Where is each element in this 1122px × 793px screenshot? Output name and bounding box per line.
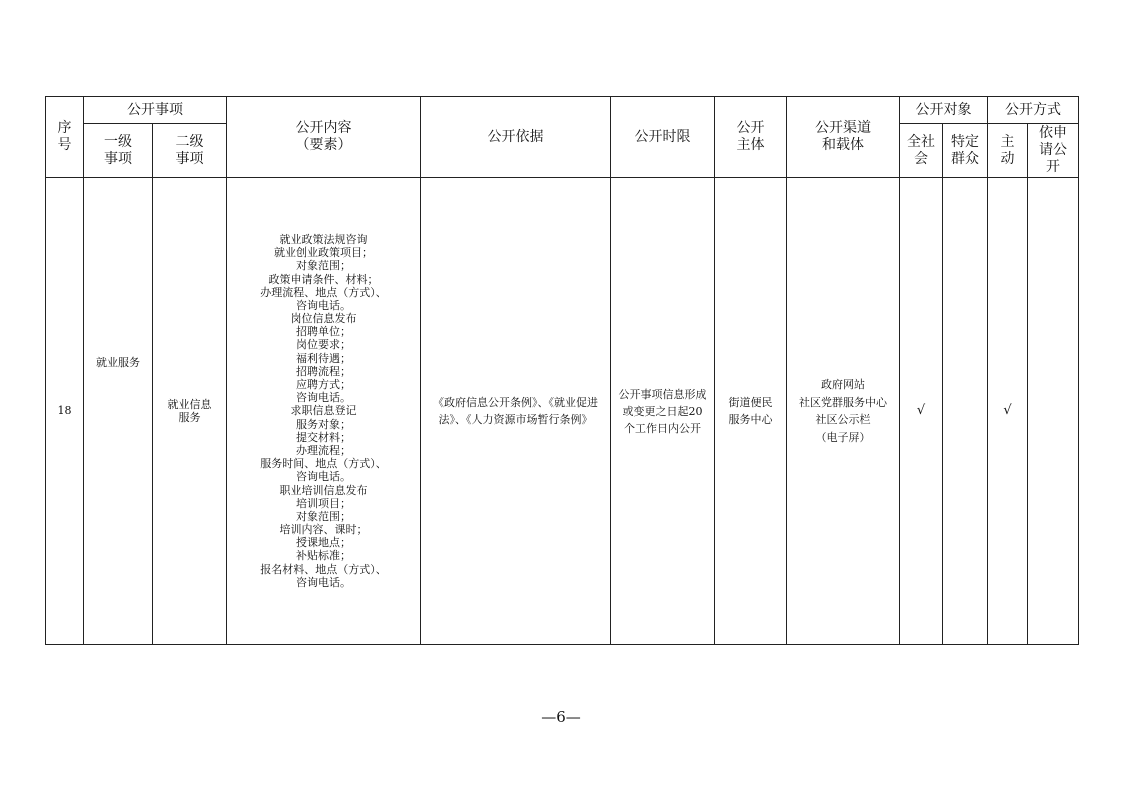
header-level1: 一级事项: [84, 124, 153, 178]
content-line: 咨询电话。: [296, 470, 351, 484]
header-channel: [787, 97, 900, 178]
content-line: 服务对象；: [296, 417, 351, 431]
cell-basis: 《政府信息公开条例》、《就业促进法》、《人力资源市场暂行条例》: [421, 178, 611, 645]
content-line: 政策申请条件、材料；: [268, 272, 379, 286]
cell-level1: 就业服务: [84, 178, 153, 645]
content-line: 补贴标准；: [296, 549, 351, 563]
channel-line: 政府网站: [821, 378, 865, 391]
header-serial: 序号: [46, 97, 84, 178]
cell-time-limit: 公开事项信息形成或变更之日起20个工作日内公开: [611, 178, 715, 645]
content-line: 就业政策法规咨询: [279, 232, 368, 246]
cell-content: [227, 178, 421, 645]
content-line: 岗位信息发布: [290, 312, 357, 326]
content-line: 咨询电话。: [296, 391, 351, 405]
content-line: 授课地点；: [296, 536, 351, 550]
channel-line: （电子屏）: [815, 430, 871, 444]
content-line: 职业培训信息发布: [279, 483, 368, 497]
header-basis: 公开依据: [421, 97, 611, 178]
page-number: —6—: [541, 708, 581, 726]
header-content: [227, 97, 421, 178]
content-line: 报名材料、地点（方式）、: [260, 562, 387, 576]
channel-line: 社区党群服务中心: [799, 395, 887, 409]
header-channel-line2: 和载体: [822, 137, 864, 153]
content-line: 办理流程；: [296, 443, 351, 457]
header-method-group: 公开方式: [988, 97, 1079, 124]
header-content-line2: （要素）: [295, 137, 352, 153]
content-line: 福利待遇；: [296, 351, 351, 365]
cell-subject: 街道便民服务中心: [715, 178, 787, 645]
header-subject: 公开主体: [715, 97, 787, 178]
header-level2: 二级事项: [153, 124, 227, 178]
cell-level2: 就业信息服务: [153, 178, 227, 645]
content-line: 提交材料；: [296, 430, 351, 444]
header-time-limit: 公开时限: [611, 97, 715, 178]
content-line: 对象范围；: [296, 509, 351, 523]
header-items-group: 公开事项: [84, 97, 227, 124]
content-line: 对象范围；: [296, 259, 351, 273]
table-row: [46, 178, 1079, 645]
content-line: 培训项目；: [296, 496, 351, 510]
content-line: 招聘流程；: [296, 364, 351, 378]
header-specific-groups: 特定群众: [943, 124, 988, 178]
content-line: 岗位要求；: [296, 338, 351, 352]
content-line: 求职信息登记: [290, 404, 357, 418]
content-line: 培训内容、课时；: [279, 523, 368, 537]
header-target-group: 公开对象: [900, 97, 988, 124]
content-line: 应聘方式；: [296, 378, 351, 392]
channel-line: 社区公示栏: [815, 413, 871, 426]
content-line: 咨询电话。: [296, 298, 351, 312]
header-on-request: 依申请公开: [1028, 124, 1079, 178]
header-channel-line1: 公开渠道: [815, 120, 871, 137]
cell-specific-groups: [943, 178, 988, 645]
content-line: 咨询电话。: [296, 575, 351, 589]
content-line: 办理流程、地点（方式）、: [260, 285, 387, 299]
cell-on-request: [1028, 178, 1079, 645]
cell-serial: 18: [46, 178, 84, 645]
header-active: 主动: [988, 124, 1028, 178]
disclosure-table: [45, 96, 1079, 645]
content-line: 就业创业政策项目；: [274, 246, 373, 260]
cell-active-check: √: [988, 178, 1028, 645]
cell-whole-society-check: √: [900, 178, 943, 645]
content-line: 招聘单位；: [296, 325, 351, 339]
header-whole-society: 全社会: [900, 124, 943, 178]
header-content-line1: 公开内容: [295, 120, 352, 137]
content-line: 服务时间、地点（方式）、: [260, 457, 387, 471]
cell-channel: [787, 178, 900, 645]
